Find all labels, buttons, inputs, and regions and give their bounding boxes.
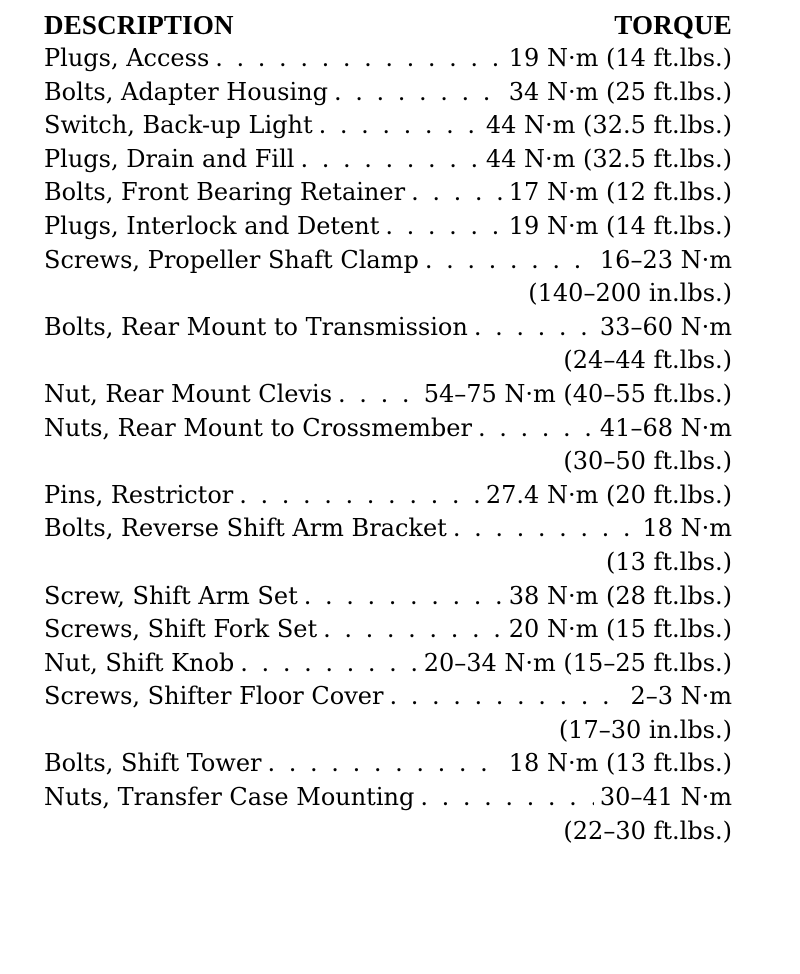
- row-description: Nuts, Transfer Case Mounting: [44, 783, 415, 812]
- dot-leader: [239, 479, 480, 513]
- dot-leader: [334, 76, 503, 110]
- table-row: [44, 76, 732, 110]
- dot-leader: [385, 210, 502, 244]
- dot-leader: [425, 244, 594, 278]
- row-main-line: [44, 378, 732, 412]
- table-row: [44, 378, 732, 412]
- dot-leader: [323, 613, 503, 647]
- row-torque: 2–3 N·m: [630, 682, 732, 711]
- row-main-line: [44, 781, 732, 815]
- row-main-line: [44, 512, 732, 546]
- row-main-line: [44, 109, 732, 143]
- row-main-line: [44, 647, 732, 681]
- table-header: [44, 8, 732, 42]
- row-description: Switch, Back-up Light: [44, 111, 313, 140]
- row-description: Screws, Shift Fork Set: [44, 615, 318, 644]
- row-main-line: [44, 176, 732, 210]
- row-main-line: [44, 747, 732, 781]
- table-row: [44, 143, 732, 177]
- table-row: [44, 680, 732, 747]
- row-torque: 44 N·m (32.5 ft.lbs.): [485, 111, 732, 140]
- table-row: [44, 109, 732, 143]
- row-description: Plugs, Drain and Fill: [44, 144, 295, 173]
- row-description: Bolts, Shift Tower: [44, 749, 262, 778]
- table-row: [44, 613, 732, 647]
- row-description: Screws, Shifter Floor Cover: [44, 682, 384, 711]
- row-torque: 19 N·m (14 ft.lbs.): [508, 211, 732, 240]
- torque-column-header: TORQUE: [614, 10, 732, 40]
- row-main-line: [44, 412, 732, 446]
- row-main-line: [44, 143, 732, 177]
- row-description: Bolts, Adapter Housing: [44, 77, 328, 106]
- row-main-line: [44, 244, 732, 278]
- description-column-header: DESCRIPTION: [44, 10, 234, 40]
- table-row: [44, 42, 732, 76]
- row-description: Bolts, Front Bearing Retainer: [44, 178, 406, 207]
- row-torque-continued: (30–50 ft.lbs.): [563, 447, 732, 476]
- row-main-line: [44, 76, 732, 110]
- row-main-line: [44, 210, 732, 244]
- row-description: Nuts, Rear Mount to Crossmember: [44, 413, 472, 442]
- dot-leader: [420, 781, 594, 815]
- row-torque-continued: (17–30 in.lbs.): [558, 715, 732, 744]
- table-row: [44, 747, 732, 781]
- table-row: [44, 176, 732, 210]
- table-row: [44, 244, 732, 311]
- table-row: [44, 512, 732, 579]
- dot-leader: [268, 747, 503, 781]
- table-row: [44, 412, 732, 479]
- row-torque: 19 N·m (14 ft.lbs.): [508, 44, 732, 72]
- row-main-line: [44, 680, 732, 714]
- row-torque: 34 N·m (25 ft.lbs.): [508, 77, 732, 106]
- row-description: Plugs, Access: [44, 44, 210, 72]
- row-torque: 44 N·m (32.5 ft.lbs.): [485, 144, 732, 173]
- row-torque: 16–23 N·m: [599, 245, 732, 274]
- row-torque: 41–68 N·m: [599, 413, 732, 442]
- row-torque: 18 N·m (13 ft.lbs.): [508, 749, 732, 778]
- row-torque: 54–75 N·m (40–55 ft.lbs.): [423, 379, 732, 408]
- row-torque: 33–60 N·m: [599, 312, 732, 341]
- dot-leader: [389, 680, 624, 714]
- row-torque: 27.4 N·m (20 ft.lbs.): [485, 480, 732, 509]
- dot-leader: [411, 176, 503, 210]
- row-torque: 20–34 N·m (15–25 ft.lbs.): [423, 648, 732, 677]
- row-main-line: [44, 479, 732, 513]
- table-row: [44, 479, 732, 513]
- row-torque: 18 N·m: [642, 514, 732, 543]
- row-description: Screw, Shift Arm Set: [44, 581, 298, 610]
- row-description: Plugs, Interlock and Detent: [44, 211, 380, 240]
- dot-leader: [300, 143, 479, 177]
- row-main-line: [44, 613, 732, 647]
- row-torque-continued: (24–44 ft.lbs.): [563, 346, 732, 375]
- row-torque: 38 N·m (28 ft.lbs.): [508, 581, 732, 610]
- table-row: [44, 210, 732, 244]
- dot-leader: [478, 412, 594, 446]
- table-row: [44, 311, 732, 378]
- row-torque-continued: (13 ft.lbs.): [605, 547, 732, 576]
- row-main-line: [44, 311, 732, 345]
- row-torque: 30–41 N·m: [599, 783, 732, 812]
- table-row: [44, 580, 732, 614]
- table-row: [44, 781, 732, 848]
- table-row: [44, 647, 732, 681]
- dot-leader: [338, 378, 418, 412]
- row-main-line: [44, 580, 732, 614]
- dot-leader: [453, 512, 637, 546]
- torque-spec-table: [44, 8, 732, 848]
- row-description: Nut, Shift Knob: [44, 648, 235, 677]
- row-description: Nut, Rear Mount Clevis: [44, 379, 333, 408]
- row-torque: 17 N·m (12 ft.lbs.): [508, 178, 732, 207]
- row-torque-continued: (22–30 ft.lbs.): [563, 816, 732, 845]
- dot-leader: [215, 42, 503, 76]
- row-main-line: [44, 42, 732, 76]
- row-torque-continued: (140–200 in.lbs.): [528, 279, 732, 308]
- row-description: Pins, Restrictor: [44, 480, 234, 509]
- dot-leader: [319, 109, 480, 143]
- dot-leader: [474, 311, 594, 345]
- row-description: Bolts, Rear Mount to Transmission: [44, 312, 468, 341]
- row-description: Screws, Propeller Shaft Clamp: [44, 245, 419, 274]
- row-description: Bolts, Reverse Shift Arm Bracket: [44, 514, 447, 543]
- dot-leader: [304, 580, 503, 614]
- row-torque: 20 N·m (15 ft.lbs.): [508, 615, 732, 644]
- spec-rows: [44, 42, 732, 848]
- dot-leader: [240, 647, 417, 681]
